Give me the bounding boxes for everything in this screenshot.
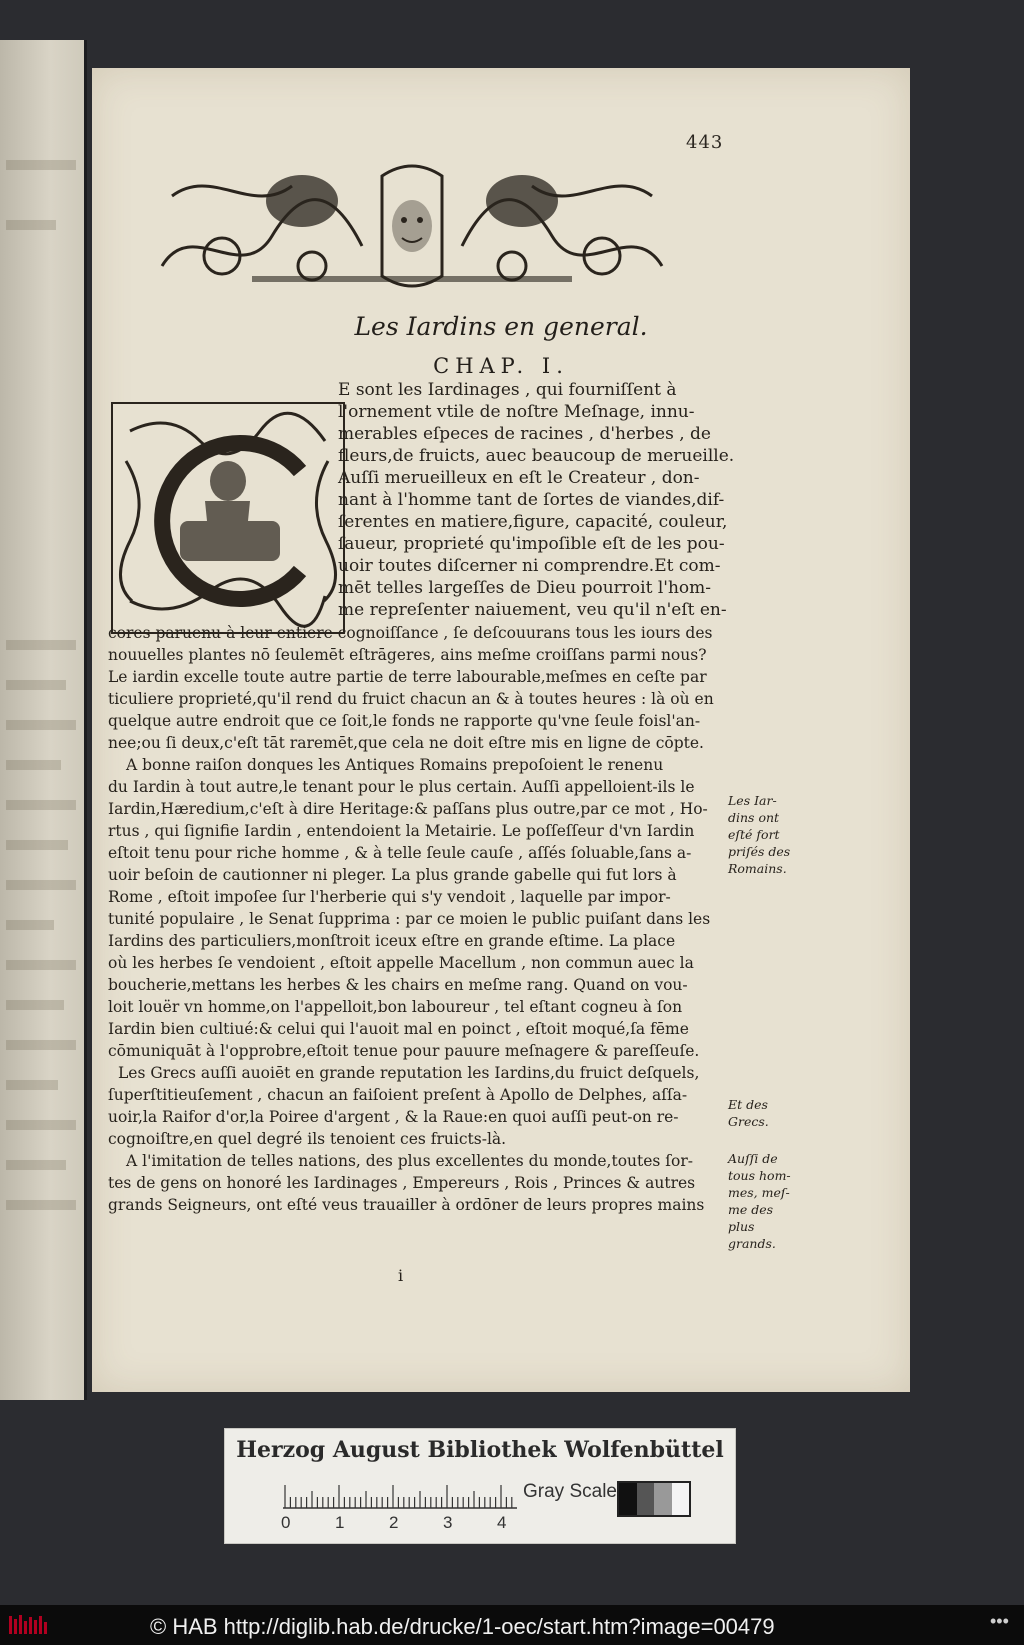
margin-note-line: me des — [728, 1202, 774, 1217]
bleed-through-mark — [6, 220, 56, 230]
bleed-through-mark — [6, 960, 76, 970]
text-line: Iardins des particuliers,monſtroit iceux eſtre en grande eſtime. La place — [108, 932, 676, 950]
text-line: où les herbes ſe vendoient , eſtoit appelle Macellum , non commun auec la — [108, 954, 694, 972]
text-line: tes de gens on honoré les Iardinages , Empereurs , Rois , Princes & autres — [108, 1174, 696, 1192]
text-line: nouuelles plantes nō ſeulemēt eſtrāgeres, ains meſme croiſſans parmi nous? — [108, 646, 707, 664]
bleed-through-mark — [6, 1160, 66, 1170]
gray-scale-label: Gray Scale — [523, 1481, 617, 1502]
margin-note-line: Romains. — [728, 861, 787, 876]
margin-note-line: tous hom- — [728, 1168, 791, 1183]
chapter-title: Les Iardins en general. — [354, 312, 648, 341]
text-line: mēt telles largeſſes de Dieu pourroit l'hom- — [338, 578, 711, 598]
text-line: ſaueur, proprieté qu'impoſible eſt de les pou- — [338, 534, 725, 554]
bleed-through-mark — [6, 680, 66, 690]
text-line: eſtoit tenu pour riche homme , & à telle ſeule cauſe , aſſés ſoluable,ſans a- — [108, 844, 692, 862]
book-page — [92, 68, 910, 1392]
text-line: cores paruenu à leur entiere cognoiſſance , ſe deſcouurans tous les iours des — [108, 624, 713, 642]
text-line: du Iardin à tout autre,le tenant pour le plus certain. Auſſi appelloient-ils le — [108, 778, 695, 796]
text-line: cōmuniquāt à l'opprobre,eſtoit tenue pour pauure meſnagere & pareſſeuſe. — [108, 1042, 700, 1060]
text-line: ſerentes en matiere,figure, capacité, couleur, — [338, 512, 728, 532]
scale-ruler — [283, 1479, 517, 1509]
bleed-through-mark — [6, 1080, 58, 1090]
text-line: ticuliere proprieté,qu'il rend du fruict chacun an & à toutes heures : là où en — [108, 690, 714, 708]
text-line: cognoiſtre,en quel degré ils tenoient ces fruicts-là. — [108, 1130, 507, 1148]
facing-page-edge — [0, 40, 87, 1400]
margin-note-line: eſté fort — [728, 827, 780, 842]
ruler-number: 4 — [497, 1513, 507, 1532]
chapter-label: CHAP. I. — [433, 354, 569, 378]
library-scale-card — [224, 1428, 736, 1544]
decorated-initial-c — [110, 401, 346, 635]
ruler-number: 3 — [443, 1513, 453, 1532]
margin-note — [728, 1096, 769, 1130]
text-line: uoir toutes diſcerner ni comprendre.Et com- — [338, 556, 721, 576]
margin-note-line: Grecs. — [728, 1114, 769, 1129]
text-line: A l'imitation de telles nations, des plus excellentes du monde,toutes ſor- — [126, 1152, 694, 1170]
hab-logo-icon — [8, 1613, 48, 1637]
text-line: tunité populaire , le Senat ſupprima : par ce moien le public puiſant dans les — [108, 910, 711, 928]
text-line: E sont les Iardinages , qui fourniſſent à — [338, 380, 677, 400]
text-line: nant à l'homme tant de ſortes de viandes,dif- — [338, 490, 725, 510]
margin-note-line: grands. — [728, 1236, 776, 1251]
ruler-number: 2 — [389, 1513, 399, 1532]
text-line: Iardin,Hæredium,c'eſt à dire Heritage:& paſſans plus outre,par ce mot , Ho- — [108, 800, 708, 818]
margin-note-line: priſés des — [728, 844, 791, 859]
margin-note-line: plus — [728, 1219, 755, 1234]
bleed-through-mark — [6, 1000, 64, 1010]
text-line: merables eſpeces de racines , d'herbes , de — [338, 424, 711, 444]
bleed-through-mark — [6, 1200, 76, 1210]
bleed-through-mark — [6, 160, 76, 170]
more-options-icon[interactable]: ••• — [990, 1611, 1009, 1631]
ornamental-headpiece — [152, 156, 672, 296]
bleed-through-mark — [6, 880, 76, 890]
text-line: me repreſenter naiuement, veu qu'il n'eſt en- — [338, 600, 727, 620]
source-url[interactable]: © HAB http://diglib.hab.de/drucke/1-oec/start.htm?image=00479 — [150, 1614, 775, 1639]
page-number: 443 — [686, 132, 724, 153]
text-line: l'ornement vtile de noſtre Meſnage, innu- — [338, 402, 695, 422]
bleed-through-mark — [6, 1040, 76, 1050]
text-line: Auſſi merueilleux en eſt le Createur , don- — [338, 468, 700, 488]
margin-note-line: Les Iar- — [728, 793, 777, 808]
gray-scale-swatch — [617, 1481, 691, 1517]
text-line: quelque autre endroit que ce ſoit,le fonds ne rapporte qu'vne ſeule foisl'an- — [108, 712, 701, 730]
margin-note-line: mes, meſ- — [728, 1185, 790, 1200]
bleed-through-mark — [6, 840, 68, 850]
viewer-footer — [0, 1605, 1024, 1645]
text-line: ſuperſtitieuſement , chacun an faiſoient preſent à Apollo de Delphes, aſſa- — [108, 1086, 688, 1104]
bleed-through-mark — [6, 920, 54, 930]
ruler-number: 0 — [281, 1513, 291, 1532]
margin-note — [728, 792, 790, 877]
bleed-through-mark — [6, 760, 61, 770]
ruler-number: 1 — [335, 1513, 345, 1532]
margin-note-line: dins ont — [728, 810, 780, 825]
library-title: Herzog August Bibliothek Wolfenbüttel — [236, 1437, 724, 1463]
margin-note-line: Auſſi de — [728, 1151, 778, 1166]
text-line: nee;ou ſi deux,c'eſt tāt raremēt,que cela ne doit eſtre mis en ligne de cōpte. — [108, 734, 704, 752]
text-line: Iardin bien cultiué:& celui qui l'auoit mal en poinct , eſtoit moqué,ſa fēme — [108, 1020, 689, 1038]
catchword: i — [398, 1266, 404, 1285]
text-line: Rome , eſtoit impoſee ſur l'herberie qui s'y vendoit , laquelle par impor- — [108, 888, 671, 906]
text-line: Les Grecs auſſi auoiēt en grande reputation les Iardins,du fruict deſquels, — [118, 1064, 700, 1082]
text-line: grands Seigneurs, ont eſté veus trauailler à ordōner de leurs propres mains — [108, 1196, 705, 1214]
margin-note-line: Et des — [728, 1097, 768, 1112]
bleed-through-mark — [6, 720, 76, 730]
margin-note — [728, 1150, 791, 1252]
text-line: rtus , qui ſignifie Iardin , entendoient la Metairie. Le poſſeſſeur d'vn Iardin — [108, 822, 695, 840]
text-line: uoir,la Raifor d'or,la Poiree d'argent , & la Raue:en quoi auſſi peut-on re- — [108, 1108, 679, 1126]
text-line: boucherie,mettans les herbes & les chairs en meſme rang. Quand on vou- — [108, 976, 688, 994]
text-line: loit louër vn homme,on l'appelloit,bon laboureur , tel eſtant cogneu à ſon — [108, 998, 683, 1016]
text-line: fleurs,de fruicts, auec beaucoup de merueille. — [338, 446, 735, 466]
bleed-through-mark — [6, 1120, 76, 1130]
text-line: uoir beſoin de cautionner ni pleger. La plus grande gabelle qui fut lors à — [108, 866, 677, 884]
bleed-through-mark — [6, 800, 76, 810]
bleed-through-mark — [6, 640, 76, 650]
text-line: Le iardin excelle toute autre partie de terre labourable,meſmes en ceſte par — [108, 668, 707, 686]
text-line: A bonne raiſon donques les Antiques Romains prepoſoient le renenu — [126, 756, 664, 774]
